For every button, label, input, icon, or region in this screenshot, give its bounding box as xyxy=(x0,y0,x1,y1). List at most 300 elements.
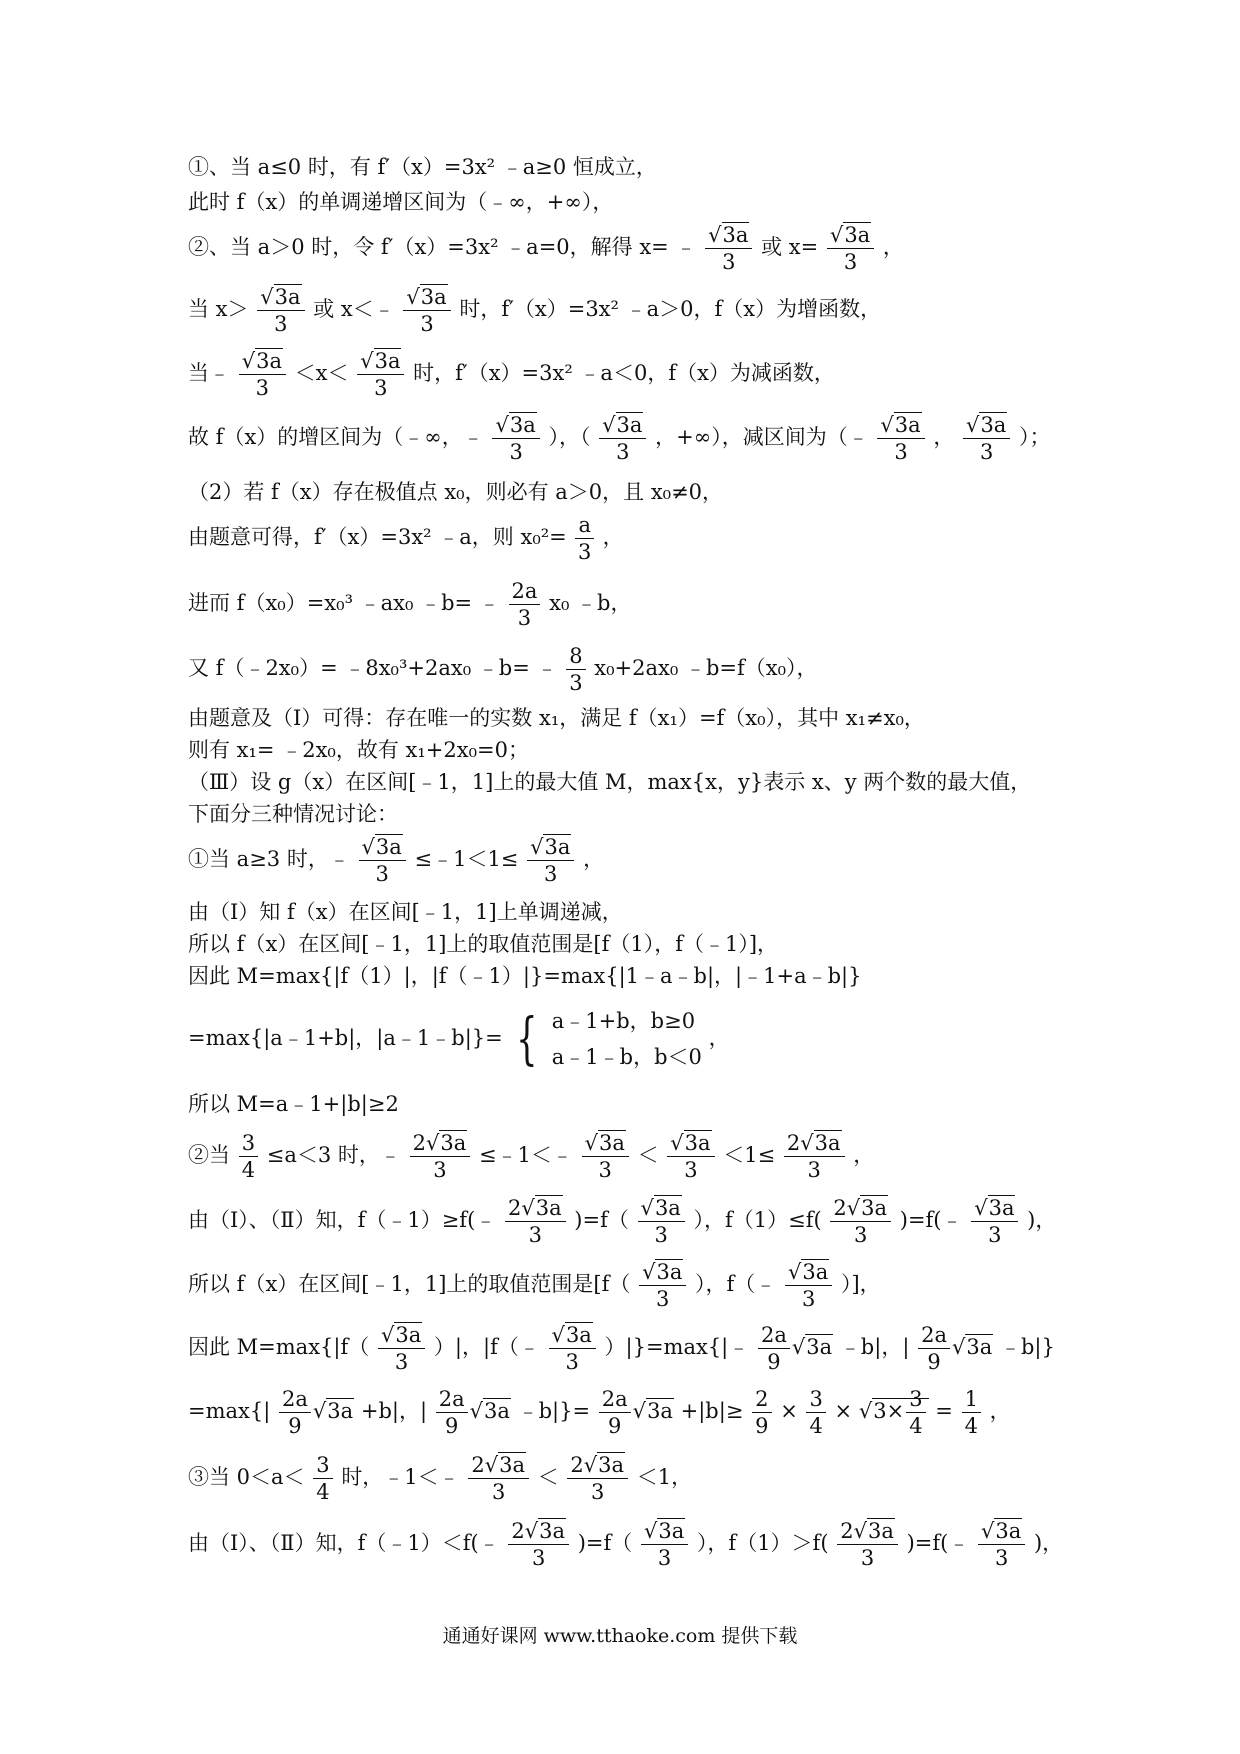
fraction-denominator: 3 xyxy=(894,440,908,465)
text-line xyxy=(188,350,835,399)
radicand: 3a xyxy=(274,285,301,309)
fraction xyxy=(378,1324,425,1373)
fraction xyxy=(963,414,1010,463)
fraction-denominator: 4 xyxy=(241,1158,256,1183)
text: ， xyxy=(708,1026,730,1051)
text: （2）若 f（x）存在极值点 x₀，则必有 a＞0，且 x₀≠0， xyxy=(188,480,724,504)
sqrt-symbol: √ xyxy=(380,1323,395,1347)
text: 因此 M=max{|f（ xyxy=(188,1335,370,1360)
fraction-denominator: 9 xyxy=(927,1350,941,1375)
radicand: 3a xyxy=(598,1131,625,1155)
fraction-denominator: 3 xyxy=(394,1350,409,1375)
left-brace: { xyxy=(516,1006,538,1072)
sqrt-symbol: √ xyxy=(521,1196,535,1220)
fraction-denominator: 4 xyxy=(964,1414,978,1439)
text: ， xyxy=(933,425,955,450)
text-line xyxy=(188,836,604,885)
fraction-numerator: 3 xyxy=(806,1388,825,1413)
coefficient: 2 xyxy=(412,1131,426,1155)
fraction-numerator xyxy=(877,414,924,439)
fraction xyxy=(667,1132,714,1181)
radicand: 3a xyxy=(499,1453,526,1477)
text: 由题意及（Ⅰ）可得：存在唯一的实数 x₁，满足 f（x₁）=f（x₀），其中 x₁≠x₀， xyxy=(188,706,925,730)
fraction-denominator: 3 xyxy=(980,440,994,465)
text: 时，﹣1＜﹣ xyxy=(341,1465,460,1490)
text-line xyxy=(188,966,861,987)
case-row: a﹣1﹣b，b＜0 xyxy=(551,1044,702,1069)
text-line xyxy=(188,192,613,213)
text: ）|}=max{|﹣ xyxy=(604,1335,750,1360)
radicand: 3a xyxy=(484,1399,510,1424)
fraction-denominator: 3 xyxy=(616,440,630,465)
text: =max{|a﹣1+b|，|a﹣1﹣b|}= xyxy=(188,1026,503,1051)
text: （Ⅲ）设 g（x）在区间[﹣1，1]上的最大值 M，max{x，y}表示 x、y 两个数的最大值， xyxy=(188,770,1032,794)
text: x₀ ﹣b， xyxy=(549,591,632,616)
text: ）|，|f（﹣ xyxy=(433,1335,540,1360)
radicand: 3a xyxy=(544,835,571,859)
fraction-numerator xyxy=(357,350,404,375)
fraction-numerator xyxy=(403,286,450,311)
sqrt-expression xyxy=(313,1398,354,1423)
text-line xyxy=(188,902,623,923)
fraction-denominator: 3 xyxy=(807,1158,821,1183)
sqrt-symbol: √ xyxy=(643,1519,658,1543)
sqrt-symbol: √ xyxy=(361,835,375,859)
fraction xyxy=(971,1197,1018,1246)
fraction xyxy=(549,1324,596,1373)
sqrt-symbol: √ xyxy=(788,1260,802,1284)
fraction xyxy=(257,286,304,335)
text: ﹣b|} xyxy=(999,1335,1055,1360)
text-line xyxy=(188,1094,399,1115)
text: 或 x＜﹣ xyxy=(313,297,395,322)
page-footer: 通通好课网 www.tthaoke.com 提供下载 xyxy=(442,1625,798,1647)
sqrt-symbol: √ xyxy=(584,1131,598,1155)
text: ③当 0＜a＜ xyxy=(188,1465,305,1490)
fraction-denominator: 3 xyxy=(860,1546,875,1571)
text-line xyxy=(188,1132,874,1181)
fraction-numerator xyxy=(971,1197,1018,1222)
sqrt-symbol: √ xyxy=(880,413,894,437)
text-line xyxy=(188,482,723,503)
text: ②当 xyxy=(188,1143,230,1168)
sqrt-symbol: √ xyxy=(484,1453,499,1477)
fraction-numerator: 2a xyxy=(918,1324,950,1349)
sqrt-symbol: √ xyxy=(360,349,374,373)
sqrt-symbol: √ xyxy=(406,285,420,309)
fraction-denominator: 3 xyxy=(801,1287,816,1312)
radicand: 3a xyxy=(654,1196,681,1220)
text: ﹣b|，| xyxy=(839,1335,910,1360)
text: ＜1， xyxy=(636,1465,693,1490)
fraction-denominator: 3 xyxy=(274,312,288,337)
fraction xyxy=(509,580,541,629)
fraction xyxy=(978,1520,1025,1569)
text-line xyxy=(188,708,925,729)
text-line xyxy=(188,414,1051,463)
fraction xyxy=(359,836,406,885)
fraction-denominator: 3 xyxy=(255,376,270,401)
fraction-numerator xyxy=(705,224,752,249)
fraction-denominator: 9 xyxy=(755,1414,769,1439)
text: 由（Ⅰ）、（Ⅱ）知，f（﹣1）＜f(﹣ xyxy=(188,1531,500,1556)
radicand: 3a xyxy=(658,1519,685,1543)
fraction xyxy=(962,1388,981,1437)
fraction-numerator xyxy=(567,1454,628,1479)
fraction xyxy=(582,1132,629,1181)
fraction-numerator: 2a xyxy=(599,1388,631,1413)
radicand: 3a xyxy=(327,1399,354,1424)
text: 故 f（x）的增区间为（﹣∞，﹣ xyxy=(188,425,484,450)
fraction xyxy=(468,1454,529,1503)
text: ， xyxy=(602,525,624,550)
text-line xyxy=(188,772,1031,793)
fraction-denominator: 3 xyxy=(569,671,583,696)
text: ）； xyxy=(1019,425,1051,450)
text: 下面分三种情况讨论： xyxy=(188,802,398,826)
text: )， xyxy=(1027,1208,1057,1233)
fraction-numerator xyxy=(641,1520,688,1545)
fraction-denominator: 4 xyxy=(909,1414,923,1439)
fraction-numerator xyxy=(239,350,286,375)
sqrt-symbol: √ xyxy=(858,1399,873,1424)
fraction-numerator: 8 xyxy=(566,645,585,670)
radicand: 3a xyxy=(684,1131,711,1155)
fraction xyxy=(436,1388,468,1437)
fraction-numerator: 3 xyxy=(906,1388,925,1413)
radicand: 3a xyxy=(988,1196,1015,1220)
text: 则有 x₁= ﹣2x₀，故有 x₁+2x₀=0； xyxy=(188,738,529,762)
radicand xyxy=(872,1387,928,1439)
text: ， xyxy=(882,235,904,260)
radicand: 3a xyxy=(565,1323,592,1347)
fraction-numerator xyxy=(582,1132,629,1157)
text: +|b|≥ xyxy=(680,1399,744,1424)
fraction-numerator xyxy=(410,1132,471,1157)
text: 因此 M=max{|f（1）|，|f（﹣1）|}=max{|1﹣a﹣b|，|﹣1+a﹣b|} xyxy=(188,964,862,988)
text-line xyxy=(188,157,657,178)
fraction-denominator: 3 xyxy=(532,1546,546,1571)
fraction-numerator xyxy=(599,414,646,439)
fraction xyxy=(641,1520,688,1569)
text: 由题意可得，f′（x）=3x² ﹣a，则 x₀²= xyxy=(188,525,567,550)
fraction xyxy=(599,1388,631,1437)
fraction-denominator: 3 xyxy=(988,1223,1002,1248)
sqrt-symbol: √ xyxy=(241,349,256,373)
sqrt-symbol: √ xyxy=(981,1519,995,1543)
fraction xyxy=(527,836,574,885)
text: )=f(﹣ xyxy=(906,1531,970,1556)
text-line xyxy=(188,1454,692,1503)
radicand: 3a xyxy=(722,223,749,247)
fraction-denominator: 3 xyxy=(994,1546,1009,1571)
text: ＜x＜ xyxy=(294,361,349,386)
fraction xyxy=(410,1132,471,1181)
sqrt-expression xyxy=(858,1387,929,1439)
fraction-numerator xyxy=(837,1520,898,1545)
text: )=f(﹣ xyxy=(899,1208,963,1233)
text: ＜ xyxy=(537,1465,559,1490)
text: 所以 M=a﹣1+|b|≥2 xyxy=(188,1092,399,1116)
fraction-numerator xyxy=(978,1520,1025,1545)
fraction-numerator: 2 xyxy=(752,1388,771,1413)
fraction-numerator xyxy=(639,1261,686,1286)
fraction xyxy=(639,1261,686,1310)
sqrt-symbol: √ xyxy=(312,1399,327,1424)
fraction-denominator: 3 xyxy=(420,312,434,337)
fraction-numerator xyxy=(378,1324,425,1349)
fraction xyxy=(566,645,585,694)
coefficient: 2 xyxy=(570,1453,584,1477)
text: 所以 f（x）在区间[﹣1，1]上的取值范围是[f（ xyxy=(188,1272,631,1297)
sqrt-symbol: √ xyxy=(846,1196,861,1220)
text: = xyxy=(935,1399,953,1424)
fraction xyxy=(492,414,539,463)
text: 时，f′（x）=3x² ﹣a＞0，f（x）为增函数， xyxy=(459,297,882,322)
fraction-numerator xyxy=(963,414,1010,439)
sqrt-symbol: √ xyxy=(469,1399,484,1424)
fraction-numerator: 3 xyxy=(313,1454,332,1479)
text-line xyxy=(188,224,904,273)
text: 所以 f（x）在区间[﹣1，1]上的取值范围是[f（1），f（﹣1）]， xyxy=(188,932,779,956)
fraction-numerator xyxy=(505,1197,566,1222)
text: 或 x= xyxy=(761,235,819,260)
sqrt-symbol: √ xyxy=(524,1519,539,1543)
fraction-denominator: 9 xyxy=(608,1414,622,1439)
fraction-numerator xyxy=(527,836,574,861)
radicand: 3a xyxy=(535,1196,562,1220)
text-line xyxy=(188,580,632,629)
text-line xyxy=(188,804,398,825)
sqrt-symbol: √ xyxy=(632,1399,647,1424)
text-line xyxy=(188,1388,1011,1437)
sqrt-symbol: √ xyxy=(791,1335,806,1360)
fraction xyxy=(837,1520,898,1569)
sqrt-symbol: √ xyxy=(829,223,844,247)
fraction-numerator: a xyxy=(575,514,594,539)
text: ）]， xyxy=(840,1272,881,1297)
radicand: 3a xyxy=(539,1519,566,1543)
sqrt-symbol: √ xyxy=(602,413,616,437)
fraction-denominator: 3 xyxy=(591,1480,605,1505)
sqrt-symbol: √ xyxy=(670,1131,684,1155)
text: 又 f（﹣2x₀）= ﹣8x₀³+2ax₀ ﹣b= ﹣ xyxy=(188,656,558,681)
fraction xyxy=(827,224,874,273)
text: ≤a＜3 时，﹣ xyxy=(266,1143,401,1168)
fraction-numerator xyxy=(667,1132,714,1157)
fraction-denominator: 9 xyxy=(767,1350,781,1375)
text-line xyxy=(188,645,818,694)
text: ≤﹣1＜﹣ xyxy=(478,1143,573,1168)
radicand: 3a xyxy=(861,1196,888,1220)
text: 进而 f（x₀）=x₀³ ﹣ax₀ ﹣b= ﹣ xyxy=(188,591,500,616)
sqrt-symbol: √ xyxy=(974,1196,988,1220)
fraction-numerator xyxy=(257,286,304,311)
radicand: 3a xyxy=(802,1260,829,1284)
text: ），f（1）≤f( xyxy=(693,1208,822,1233)
fraction-denominator: 3 xyxy=(492,1480,506,1505)
text: ≤﹣1＜1≤ xyxy=(414,847,519,872)
sqrt-symbol: √ xyxy=(551,1323,565,1347)
sqrt-symbol: √ xyxy=(260,285,274,309)
fraction-numerator xyxy=(549,1324,596,1349)
radicand: 3a xyxy=(509,413,536,437)
fraction xyxy=(784,1132,845,1181)
fraction-numerator xyxy=(638,1197,685,1222)
fraction xyxy=(785,1261,832,1310)
text: 时，f′（x）=3x² ﹣a＜0，f（x）为减函数， xyxy=(413,361,835,386)
sqrt-symbol: √ xyxy=(640,1196,654,1220)
text: ＜1≤ xyxy=(723,1143,776,1168)
fraction xyxy=(806,1388,825,1437)
fraction xyxy=(918,1324,950,1373)
text: +b|，| xyxy=(360,1399,428,1424)
fraction xyxy=(279,1388,311,1437)
text: ），f（1）＞f( xyxy=(696,1531,829,1556)
fraction-denominator: 3 xyxy=(544,862,558,887)
fraction xyxy=(830,1197,891,1246)
text-line xyxy=(188,1004,730,1075)
case-row: a﹣1+b，b≥0 xyxy=(551,1009,696,1033)
radicand: 3a xyxy=(844,223,871,247)
sqrt-symbol: √ xyxy=(951,1335,966,1360)
fraction-denominator: 3 xyxy=(656,1287,670,1312)
fraction-numerator xyxy=(785,1261,832,1286)
fraction-denominator: 4 xyxy=(809,1414,823,1439)
fraction xyxy=(239,350,286,399)
sqrt-symbol: √ xyxy=(583,1453,598,1477)
fraction-denominator: 3 xyxy=(375,862,389,887)
fraction xyxy=(357,350,404,399)
text: ），f（﹣ xyxy=(695,1272,777,1297)
text: 此时 f（x）的单调递增区间为（﹣∞，+∞）， xyxy=(188,190,614,214)
fraction-denominator: 3 xyxy=(528,1223,542,1248)
coefficient: 2 xyxy=(471,1453,485,1477)
radicand-text: 3× xyxy=(873,1399,905,1424)
text: ﹣b|}= xyxy=(517,1399,591,1424)
fraction xyxy=(705,224,752,273)
text: 由（Ⅰ）、（Ⅱ）知，f（﹣1）≥f(﹣ xyxy=(188,1208,497,1233)
fraction xyxy=(575,514,594,563)
fraction-denominator: 9 xyxy=(288,1414,302,1439)
fraction-numerator: 1 xyxy=(962,1388,981,1413)
text-line xyxy=(188,934,778,955)
fraction-denominator: 3 xyxy=(654,1223,668,1248)
fraction-numerator: 2a xyxy=(436,1388,468,1413)
text: ＜ xyxy=(637,1143,659,1168)
fraction xyxy=(239,1132,258,1181)
fraction-numerator xyxy=(359,836,406,861)
fraction xyxy=(906,1388,925,1437)
text: ， xyxy=(853,1143,875,1168)
text-line xyxy=(188,286,881,335)
text: )， xyxy=(1033,1531,1064,1556)
radicand: 3a xyxy=(420,285,447,309)
fraction xyxy=(758,1324,790,1373)
text: ），（ xyxy=(548,425,591,450)
sqrt-expression xyxy=(633,1398,674,1423)
fraction xyxy=(505,1197,566,1246)
coefficient: 2 xyxy=(507,1196,522,1220)
radicand: 3a xyxy=(806,1335,833,1360)
text: × xyxy=(834,1399,853,1424)
radicand: 3a xyxy=(395,1323,422,1347)
radicand: 3a xyxy=(995,1519,1022,1543)
fraction-numerator: 2a xyxy=(279,1388,311,1413)
fraction-numerator xyxy=(830,1197,891,1222)
text: ， xyxy=(989,1399,1011,1424)
fraction-numerator xyxy=(508,1520,569,1545)
text: × xyxy=(780,1399,798,1424)
text: ，+∞），减区间为（﹣ xyxy=(655,425,869,450)
coefficient: 2 xyxy=(786,1131,801,1155)
fraction-denominator: 3 xyxy=(578,540,592,565)
fraction xyxy=(313,1454,332,1503)
text: x₀+2ax₀ ﹣b=f（x₀）， xyxy=(594,656,818,681)
text: =max{| xyxy=(188,1399,271,1424)
coefficient: 2 xyxy=(840,1519,854,1543)
fraction-denominator: 3 xyxy=(843,250,858,275)
fraction-denominator: 3 xyxy=(374,376,388,401)
radicand: 3a xyxy=(616,413,643,437)
fraction xyxy=(638,1197,685,1246)
text-line xyxy=(188,1261,881,1310)
fraction-denominator: 3 xyxy=(854,1223,868,1248)
fraction-denominator: 3 xyxy=(565,1350,579,1375)
fraction-denominator: 3 xyxy=(722,250,736,275)
sqrt-symbol: √ xyxy=(853,1519,867,1543)
coefficient: 2 xyxy=(511,1519,525,1543)
radicand: 3a xyxy=(867,1519,894,1543)
fraction-denominator: 3 xyxy=(657,1546,672,1571)
sqrt-symbol: √ xyxy=(966,413,980,437)
fraction-numerator: 3 xyxy=(239,1132,258,1157)
text: ②、当 a＞0 时，令 f′（x）=3x² ﹣a=0，解得 x= ﹣ xyxy=(188,235,697,260)
fraction xyxy=(567,1454,628,1503)
radicand: 3a xyxy=(256,349,282,373)
fraction-numerator xyxy=(468,1454,529,1479)
fraction-numerator: 2a xyxy=(758,1324,790,1349)
fraction-denominator: 3 xyxy=(598,1158,612,1183)
text: 当 x＞ xyxy=(188,297,249,322)
radicand: 3a xyxy=(375,835,402,859)
piecewise-cases xyxy=(509,1004,701,1075)
text-line xyxy=(188,1197,1056,1246)
radicand: 3a xyxy=(980,413,1007,437)
radicand: 3a xyxy=(814,1131,841,1155)
sqrt-symbol: √ xyxy=(708,223,722,247)
fraction-denominator: 3 xyxy=(433,1158,447,1183)
sqrt-expression xyxy=(470,1398,511,1423)
sqrt-expression xyxy=(952,1334,993,1359)
radicand: 3a xyxy=(374,349,401,373)
fraction xyxy=(877,414,924,463)
text: ， xyxy=(583,847,605,872)
sqrt-expression xyxy=(792,1334,833,1359)
fraction-numerator xyxy=(827,224,874,249)
text: ①、当 a≤0 时，有 f′（x）=3x² ﹣a≥0 恒成立， xyxy=(188,155,657,179)
radicand: 3a xyxy=(894,413,921,437)
fraction-denominator: 9 xyxy=(445,1414,459,1439)
fraction-denominator: 3 xyxy=(684,1158,698,1183)
fraction-numerator xyxy=(784,1132,845,1157)
fraction xyxy=(403,286,450,335)
sqrt-symbol: √ xyxy=(530,835,544,859)
fraction xyxy=(599,414,646,463)
text-line xyxy=(188,514,624,563)
text-line xyxy=(188,1324,1055,1373)
fraction-numerator: 2a xyxy=(509,580,541,605)
